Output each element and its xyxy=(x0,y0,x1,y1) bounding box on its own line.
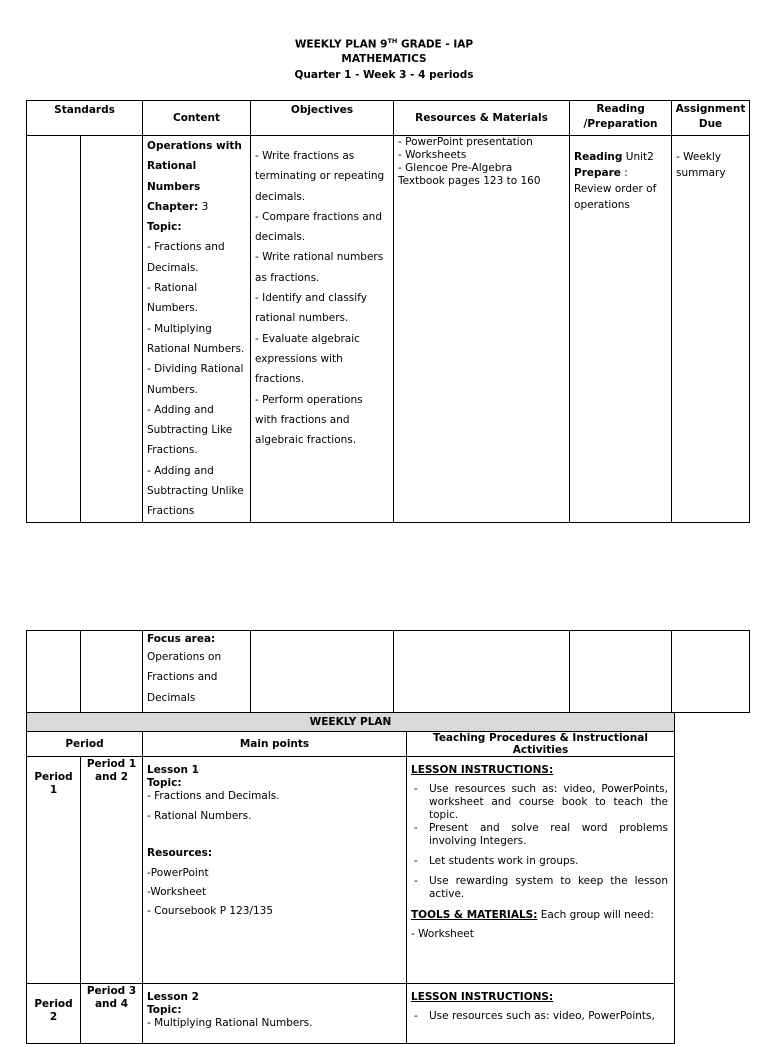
focus-label: Focus area: xyxy=(147,633,216,645)
tools-materials-label: TOOLS & MATERIALS: xyxy=(411,909,538,921)
reading-header: Reading /Preparation xyxy=(570,101,672,136)
content-line: Subtracting Like xyxy=(147,424,233,437)
topic-item: - Multiplying Rational Numbers. xyxy=(147,1017,313,1029)
focus-line: Operations on xyxy=(147,651,222,663)
content-line: - Multiplying xyxy=(147,322,212,335)
assignment-line: - Weekly xyxy=(676,151,722,163)
chapter-label: Chapter: xyxy=(147,200,199,213)
focus-line: Decimals xyxy=(147,691,196,704)
resources-empty-cell xyxy=(394,631,570,713)
assignment-cell xyxy=(672,136,750,523)
objectives-empty-cell xyxy=(251,631,394,713)
objective-line: terminating or repeating xyxy=(255,170,385,183)
period-2-sub-label: Period 3 and 4 xyxy=(81,984,143,1044)
objective-line: - Perform operations xyxy=(255,393,363,406)
lesson-title: Lesson 1 xyxy=(147,764,199,776)
lesson-1-teaching-procedures xyxy=(407,757,675,984)
objective-line: rational numbers. xyxy=(255,312,349,325)
objective-line: - Write rational numbers xyxy=(255,251,384,264)
content-line: Numbers. xyxy=(147,383,199,396)
resource-line: - PowerPoint presentation xyxy=(398,136,533,148)
resource-line: Textbook pages 123 to 160 xyxy=(398,175,541,187)
content-line: Fractions. xyxy=(147,444,198,457)
content-header: Content xyxy=(143,101,251,136)
resource-line: - Glencoe Pre-Algebra xyxy=(398,162,513,174)
period-1-sub-label: Period 1 and 2 xyxy=(81,757,143,984)
objective-line: - Write fractions as xyxy=(255,150,355,162)
content-line: - Adding and xyxy=(147,464,214,477)
standards-cell-a xyxy=(27,631,81,713)
instruction-item: - Present and solve real word problems involving Integers. xyxy=(411,822,668,848)
content-line: Subtracting Unlike xyxy=(147,485,244,498)
standards-cell-b xyxy=(81,631,143,713)
assignment-header: Assignment Due xyxy=(672,101,750,136)
standards-cell-b xyxy=(81,136,143,523)
content-cell xyxy=(143,136,251,523)
tools-materials-text: Each group will need: xyxy=(537,909,654,921)
content-title: Operations with xyxy=(147,140,242,152)
prepare-value: : xyxy=(620,167,628,179)
content-line: - Fractions and xyxy=(147,241,225,254)
period-2-label: Period 2 xyxy=(27,984,81,1044)
resource-item: - Coursebook P 123/135 xyxy=(147,905,274,917)
objective-line: - Identify and classify xyxy=(255,292,367,305)
lesson-instructions-label: LESSON INSTRUCTIONS: xyxy=(411,764,554,776)
content-line: - Rational xyxy=(147,282,198,295)
objective-line: expressions with xyxy=(255,352,343,365)
resource-item: -Worksheet xyxy=(147,886,207,898)
document-title-line3: Quarter 1 - Week 3 - 4 periods xyxy=(294,69,474,81)
reading-empty-cell xyxy=(570,631,672,713)
objective-line: as fractions. xyxy=(255,271,320,284)
objective-line: - Compare fractions and xyxy=(255,210,383,223)
topic-label: Topic: xyxy=(147,1004,182,1016)
content-line: - Dividing Rational xyxy=(147,363,244,376)
resource-line: - Worksheets xyxy=(398,149,467,161)
objective-line: algebraic fractions. xyxy=(255,434,357,447)
reading-line: Review order of xyxy=(574,183,657,195)
objectives-header: Objectives xyxy=(251,101,394,136)
resources-label: Resources: xyxy=(147,847,213,859)
topic-label: Topic: xyxy=(147,777,182,789)
teaching-procedures-header: Teaching Procedures & Instructional Activities xyxy=(407,732,675,757)
period-header: Period xyxy=(27,732,143,757)
focus-table xyxy=(26,630,750,713)
focus-line: Fractions and xyxy=(147,671,218,684)
instruction-item: - Use resources such as: video, PowerPoints, worksheet and course book to teach the topic. xyxy=(411,783,668,822)
plan-table xyxy=(26,100,750,523)
instruction-item: - Use rewarding system to keep the lesson active. xyxy=(411,875,668,901)
objective-line: with fractions and xyxy=(255,413,350,426)
content-line: Numbers. xyxy=(147,302,199,315)
reading-value: Unit2 xyxy=(622,151,654,163)
instruction-item: - Let students work in groups. xyxy=(411,855,668,868)
reading-label: Reading xyxy=(574,151,623,163)
main-points-header: Main points xyxy=(143,732,407,757)
topic-item: - Rational Numbers. xyxy=(147,810,252,822)
lesson-title: Lesson 2 xyxy=(147,991,199,1003)
resource-item: -PowerPoint xyxy=(147,867,209,879)
document-title-line2: MATHEMATICS xyxy=(341,53,427,65)
objective-line: - Evaluate algebraic xyxy=(255,332,360,345)
content-line: - Adding and xyxy=(147,403,214,416)
standards-header: Standards xyxy=(27,101,143,136)
resources-cell xyxy=(394,136,570,523)
content-title-cont: Rational Numbers xyxy=(147,160,201,193)
tools-item: - Worksheet xyxy=(411,928,474,940)
lesson-instructions-label: LESSON INSTRUCTIONS: xyxy=(411,991,554,1003)
objective-line: fractions. xyxy=(255,373,305,386)
prepare-label: Prepare xyxy=(574,167,621,179)
content-line: Decimals. xyxy=(147,261,199,274)
objective-line: decimals. xyxy=(255,231,306,244)
document-title-line1: WEEKLY PLAN 9TH GRADE - IAP xyxy=(294,37,474,51)
topic-item: - Fractions and Decimals. xyxy=(147,790,280,802)
chapter-value: 3 xyxy=(198,200,209,213)
assignment-line: summary xyxy=(676,167,726,179)
reading-cell xyxy=(570,136,672,523)
assignment-empty-cell xyxy=(672,631,750,713)
reading-line: operations xyxy=(574,199,630,211)
weekly-plan-title: WEEKLY PLAN xyxy=(27,713,675,732)
content-line: Fractions xyxy=(147,505,195,518)
focus-cell xyxy=(143,631,251,713)
standards-cell-a xyxy=(27,136,81,523)
objectives-cell xyxy=(251,136,394,523)
topic-label: Topic: xyxy=(147,221,182,234)
lesson-2-main-points xyxy=(143,984,407,1044)
objective-line: decimals. xyxy=(255,190,306,203)
instruction-item: - Use resources such as: video, PowerPoints, xyxy=(411,1010,668,1023)
resources-header: Resources & Materials xyxy=(394,101,570,136)
weekly-plan-table xyxy=(26,712,675,1044)
content-line: Rational Numbers. xyxy=(147,342,245,355)
lesson-2-teaching-procedures xyxy=(407,984,675,1044)
lesson-1-main-points xyxy=(143,757,407,984)
period-1-label: Period 1 xyxy=(27,757,81,984)
